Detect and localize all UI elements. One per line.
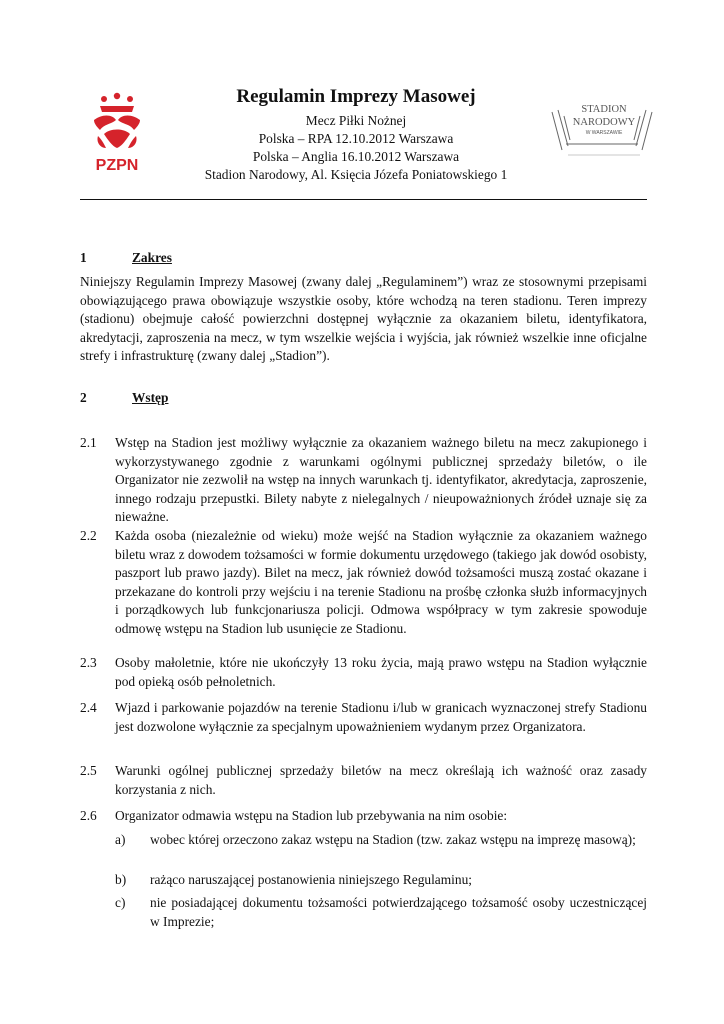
- header-line-match-1: Polska – RPA 12.10.2012 Warszawa: [258, 131, 454, 146]
- sub-item-text: nie posiadającej dokumentu tożsamości potwierdzającego tożsamość osoby uczestniczącej w Imprezie;: [150, 895, 647, 929]
- header-divider: [80, 199, 647, 200]
- stadion-narodowy-logo: [548, 100, 660, 164]
- svg-text:NARODOWY: NARODOWY: [572, 117, 636, 128]
- sub-item-letter: c): [115, 895, 126, 910]
- section-title: Zakres: [132, 250, 172, 265]
- section-paragraph: Niniejszy Regulamin Imprezy Masowej (zwany dalej „Regulaminem”) wraz ze stosownymi przepisami obowiązującego prawa obowiązuje wszystkie osoby, które wchodzą na teren stadionu. Teren imprezy (stadionu) obejmuje całość powierzchni dostępnej wyłącznie za okazaniem biletu, identyfikatora, akredytacji, zaproszenia na mecz, w tym wszelkie wejścia i wyjścia, jak również wszelkie inne oficjalne strefy i infrastrukturę (zwany dalej „Stadion”).: [80, 274, 647, 363]
- svg-text:STADION: STADION: [581, 104, 627, 115]
- item-number: 2.6: [80, 808, 97, 823]
- sub-item-text: rażąco naruszającej postanowienia niniejszego Regulaminu;: [150, 872, 472, 887]
- sub-item-letter: b): [115, 872, 127, 887]
- header-line-venue: Stadion Narodowy, Al. Księcia Józefa Poniatowskiego 1: [204, 167, 508, 182]
- svg-text:W WARSZAWIE: W WARSZAWIE: [585, 130, 623, 136]
- section-number: 1: [80, 250, 87, 265]
- pzpn-logo: [82, 90, 152, 176]
- document-title: Regulamin Imprezy Masowej: [236, 86, 476, 107]
- section-number: 2: [80, 390, 87, 405]
- pzpn-logo-text: PZPN: [95, 157, 139, 174]
- item-number: 2.2: [80, 528, 97, 543]
- document-header: [160, 86, 552, 184]
- item-number: 2.4: [80, 700, 97, 715]
- item-text: Organizator odmawia wstępu na Stadion lub przebywania na nim osobie:: [115, 808, 508, 823]
- header-line-match-2: Polska – Anglia 16.10.2012 Warszawa: [252, 149, 460, 164]
- item-text: Warunki ogólnej publicznej sprzedaży biletów na mecz określają ich ważność oraz zasady korzystania z nich.: [115, 763, 647, 797]
- header-line-match-type: Mecz Piłki Nożnej: [305, 113, 407, 128]
- sub-item-letter: a): [115, 832, 126, 847]
- sub-item-text: wobec której orzeczono zakaz wstępu na Stadion (tzw. zakaz wstępu na imprezę masową);: [150, 832, 636, 847]
- item-number: 2.3: [80, 655, 97, 670]
- item-text: Wstęp na Stadion jest możliwy wyłącznie za okazaniem ważnego biletu na mecz zakupionego i wykorzystywanego zgodnie z warunkami ogólnymi publicznej sprzedaży biletów, o ile Organizator nie zezwolił na wstęp na innych warunkach tj. identyfikator, akredytacja, zaproszenie, innego rodzaju przepustki. Bilety nabyte z nielegalnych / nieupoważnionych źródeł uznaje się za nieważne.: [115, 435, 647, 524]
- item-number: 2.1: [80, 435, 97, 450]
- item-number: 2.5: [80, 763, 97, 778]
- item-text: Wjazd i parkowanie pojazdów na terenie Stadionu i/lub w granicach wyznaczonej strefy Stadionu jest dozwolone wyłącznie za specjalnym upoważnieniem wydanym przez Organizatora.: [115, 700, 647, 734]
- item-text: Osoby małoletnie, które nie ukończyły 13 roku życia, mają prawo wstępu na Stadion wyłącznie pod opieką osób pełnoletnich.: [115, 655, 647, 689]
- section-title: Wstęp: [132, 390, 169, 405]
- item-text: Każda osoba (niezależnie od wieku) może wejść na Stadion wyłącznie za okazaniem ważnego biletu wraz z dowodem tożsamości w formie dokumentu urzędowego (takiego jak dowód osobisty, paszport lub prawo jazdy). Bilet na mecz, jak również dowód tożsamości muszą zostać okazane i przekazane do kontroli przy wejściu i na terenie Stadionu na prośbę członka służb informacyjnych i porządkowych lub funkcjonariusza policji. Odmowa współpracy w tym zakresie spowoduje odmowę wstępu na Stadion lub usunięcie ze Stadionu.: [115, 528, 647, 636]
